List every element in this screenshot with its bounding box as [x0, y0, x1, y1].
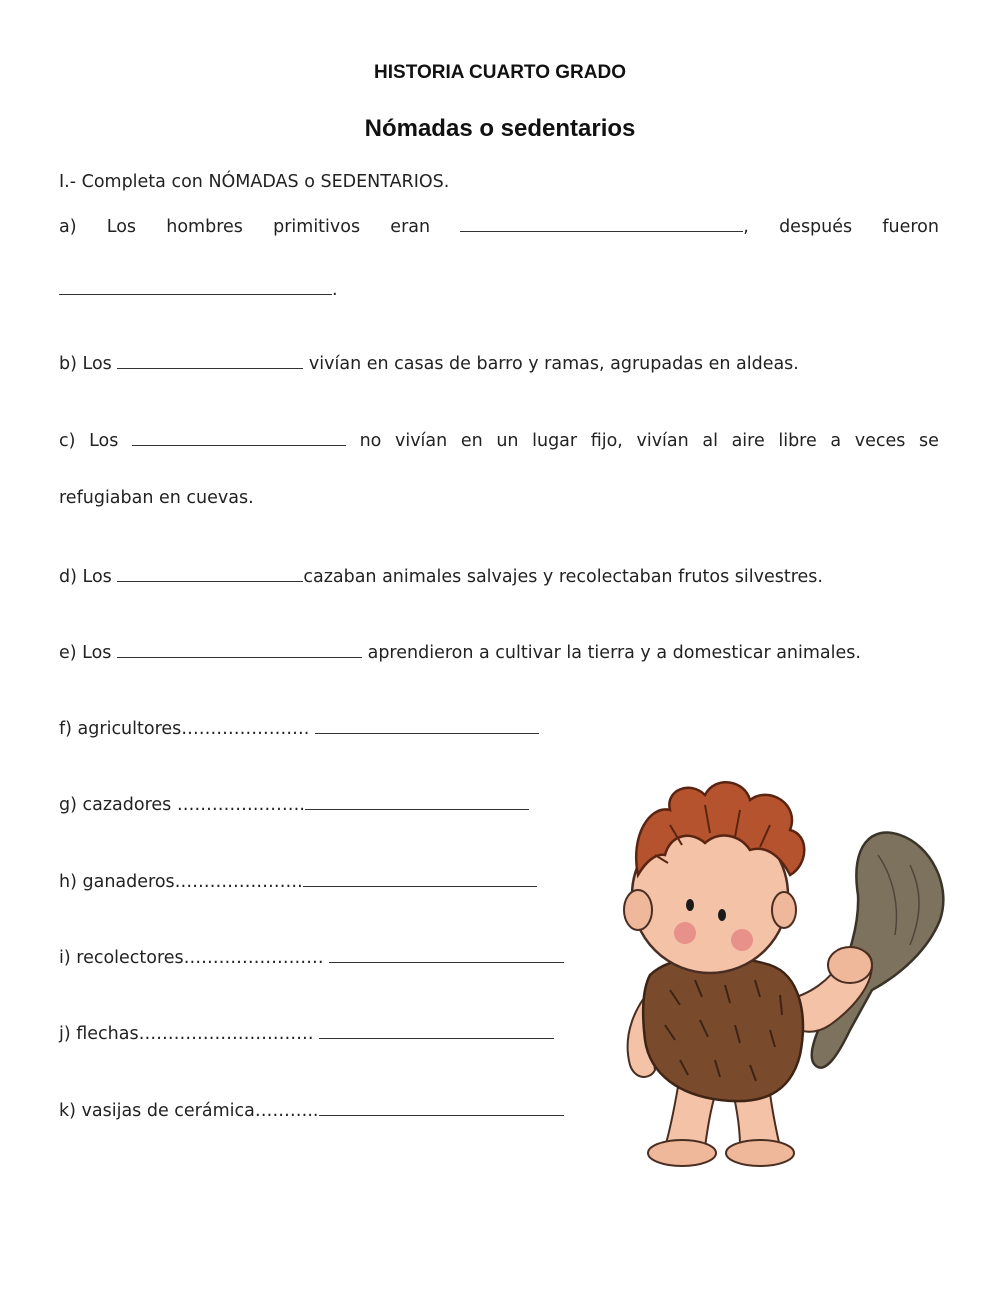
item-c-word: en: [460, 431, 483, 451]
item-c-word: lugar: [532, 431, 578, 451]
item-h: [59, 869, 537, 893]
item-j-blank[interactable]: [319, 1021, 554, 1039]
item-c-word: libre: [778, 431, 817, 451]
item-g-label: g) cazadores: [59, 795, 172, 815]
caveman-illustration: [610, 775, 955, 1175]
item-f-blank[interactable]: [315, 716, 539, 734]
item-i: [59, 945, 564, 969]
item-c-continuation: refugiaban en cuevas.: [59, 488, 254, 508]
item-e-suffix: aprendieron a cultivar la tierra y a domesticar animales.: [367, 643, 861, 663]
item-i-label: i) recolectores: [59, 948, 184, 968]
item-b-suffix: vivían en casas de barro y ramas, agrupadas en aldeas.: [308, 354, 799, 374]
item-c-word: fijo,: [590, 431, 623, 451]
instructions-text: I.- Completa con NÓMADAS o SEDENTARIOS.: [59, 172, 450, 192]
item-c-word: a: [830, 431, 842, 451]
item-h-dots: ………………….: [174, 872, 303, 892]
item-c-word: vivían: [636, 431, 689, 451]
item-f: [59, 716, 539, 740]
item-c-word: al: [702, 431, 718, 451]
item-k: [59, 1098, 564, 1122]
item-h-blank[interactable]: [303, 869, 537, 887]
item-a-comma: ,: [743, 217, 749, 237]
item-c-word: vivían: [394, 431, 448, 451]
item-i-dots: ……………………: [183, 948, 324, 968]
item-c-word: veces: [854, 431, 906, 451]
item-a-word: Los: [106, 217, 137, 237]
item-d-suffix: cazaban animales salvajes y recolectaban frutos silvestres.: [303, 567, 823, 587]
item-a-word: fueron: [882, 217, 939, 237]
item-c-word: Los: [89, 431, 119, 451]
item-j-dots: …………………………: [138, 1024, 314, 1044]
item-e-blank[interactable]: [117, 640, 362, 658]
item-k-dots: ………..: [254, 1101, 319, 1121]
item-a-word: a): [59, 217, 77, 237]
item-c-word: no: [359, 431, 382, 451]
item-d: [59, 564, 823, 588]
item-c-word: un: [496, 431, 519, 451]
item-c-word: c): [59, 431, 76, 451]
item-a-word: eran: [390, 217, 431, 237]
item-d-blank[interactable]: [117, 564, 303, 582]
item-i-blank[interactable]: [329, 945, 564, 963]
item-e: [59, 640, 861, 664]
worksheet-title: HISTORIA CUARTO GRADO: [374, 62, 626, 83]
item-c-blank[interactable]: [132, 428, 346, 446]
item-a-continuation: [59, 277, 338, 301]
item-f-dots: ………………….: [181, 719, 310, 739]
item-c: [59, 428, 939, 452]
item-a-word: después: [779, 217, 853, 237]
item-b-blank[interactable]: [117, 351, 303, 369]
item-d-prefix: d) Los: [59, 567, 112, 587]
item-k-blank[interactable]: [319, 1098, 564, 1116]
item-h-label: h) ganaderos: [59, 872, 175, 892]
item-j: [59, 1021, 554, 1045]
worksheet-subtitle: Nómadas o sedentarios: [364, 115, 636, 142]
item-b-prefix: b) Los: [59, 354, 112, 374]
item-k-label: k) vasijas de cerámica: [59, 1101, 255, 1121]
item-a-blank-group: [460, 214, 749, 238]
item-b: [59, 351, 799, 375]
item-a-blank-1[interactable]: [460, 214, 743, 232]
club-icon: [812, 833, 944, 1068]
item-g-dots: ………………….: [176, 795, 305, 815]
item-a-word: hombres: [166, 217, 243, 237]
item-a-blank-2[interactable]: [59, 277, 332, 295]
item-a: [59, 214, 939, 238]
item-g-blank[interactable]: [305, 792, 529, 810]
item-a-end: .: [332, 280, 338, 300]
item-f-label: f) agricultores: [59, 719, 182, 739]
item-c-word: se: [918, 431, 939, 451]
item-a-word: primitivos: [273, 217, 361, 237]
item-j-label: j) flechas: [59, 1024, 139, 1044]
item-e-prefix: e) Los: [59, 643, 112, 663]
item-g: [59, 792, 529, 816]
item-c-word: aire: [731, 431, 765, 451]
